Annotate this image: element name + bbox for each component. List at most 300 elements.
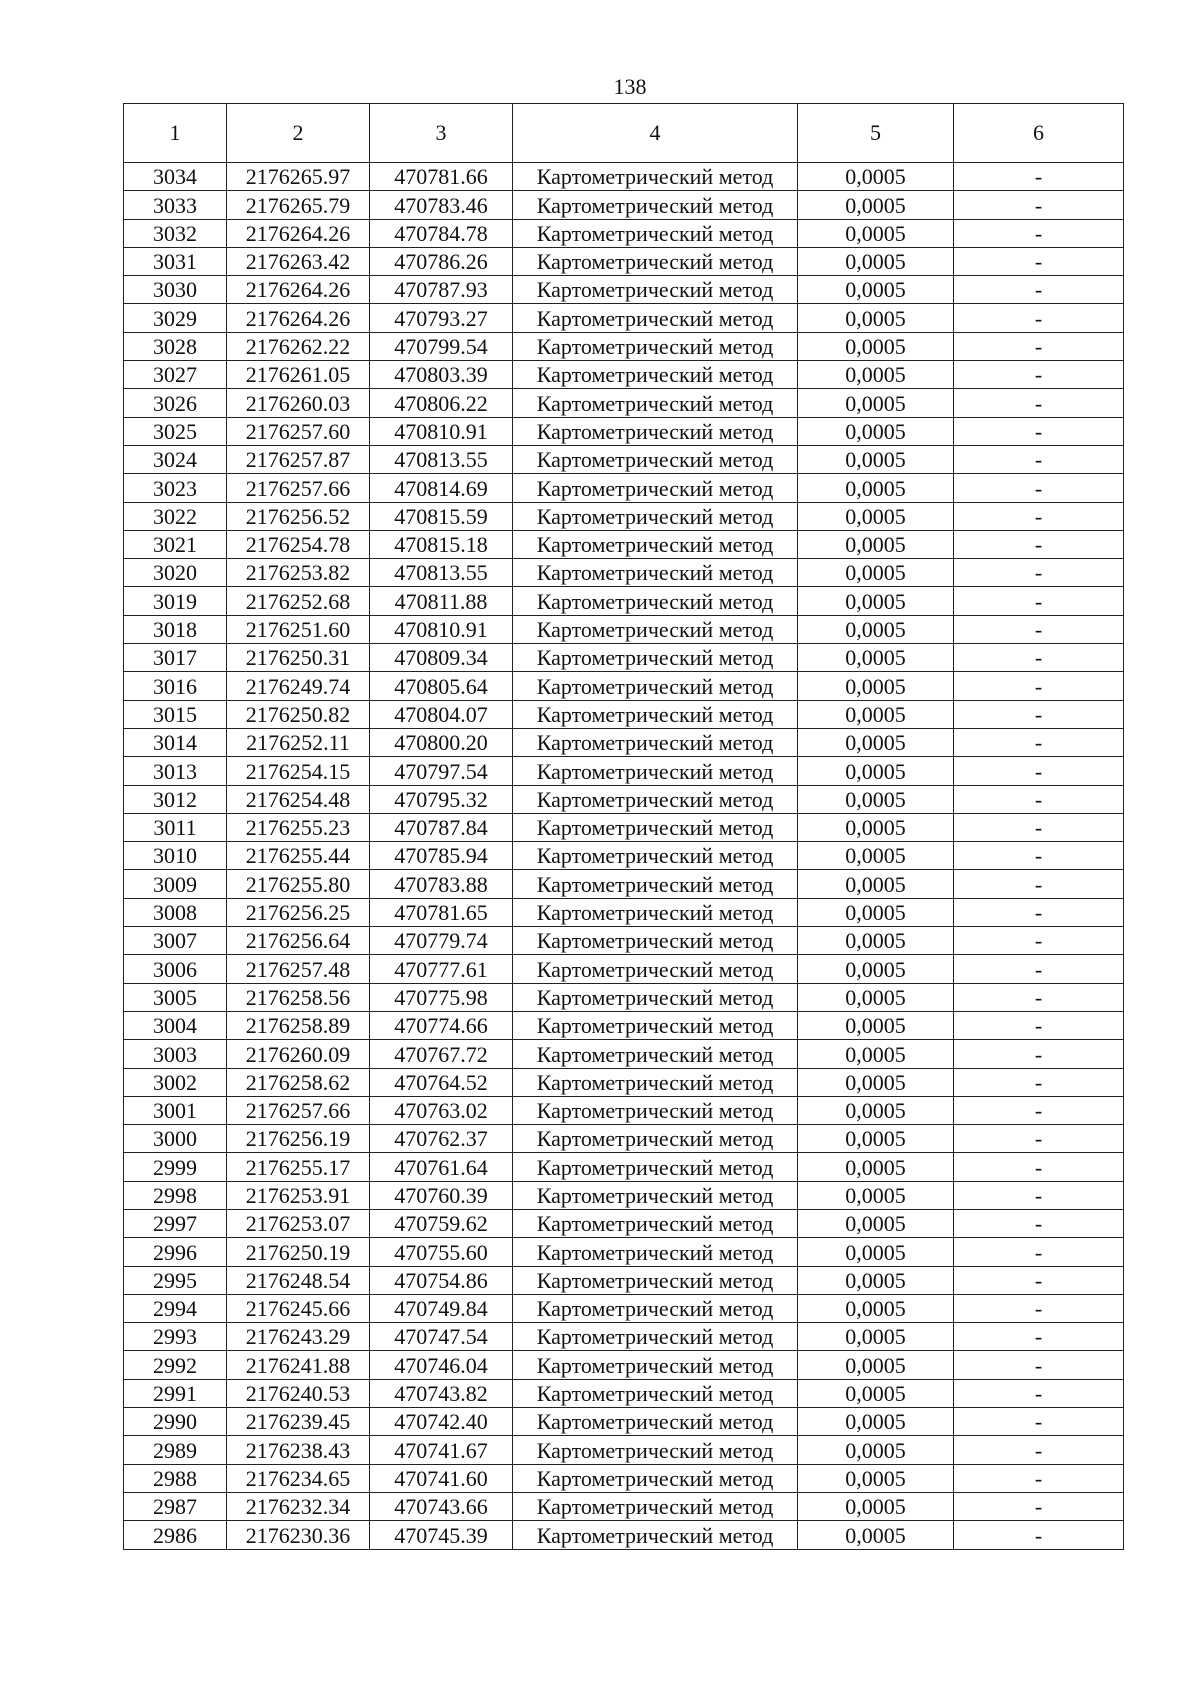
- table-row: [124, 361, 1124, 389]
- table-row: [124, 672, 1124, 700]
- table-row: [124, 785, 1124, 813]
- x-coordinate-cell: 2176258.89: [227, 1011, 370, 1039]
- note-cell: -: [954, 361, 1124, 389]
- table-row: [124, 1266, 1124, 1294]
- note-cell: -: [954, 304, 1124, 332]
- y-coordinate-cell: 470783.46: [370, 191, 513, 219]
- note-cell: -: [954, 1436, 1124, 1464]
- accuracy-cell: 0,0005: [798, 502, 954, 530]
- method-cell: Картометрический метод: [513, 1238, 798, 1266]
- accuracy-cell: 0,0005: [798, 1238, 954, 1266]
- accuracy-cell: 0,0005: [798, 1408, 954, 1436]
- table-row: [124, 389, 1124, 417]
- table-row: [124, 1096, 1124, 1124]
- point-number-cell: 3020: [124, 559, 227, 587]
- x-coordinate-cell: 2176264.26: [227, 276, 370, 304]
- x-coordinate-cell: 2176257.60: [227, 417, 370, 445]
- y-coordinate-cell: 470803.39: [370, 361, 513, 389]
- table-row: [124, 417, 1124, 445]
- accuracy-cell: 0,0005: [798, 1464, 954, 1492]
- table-row: [124, 1181, 1124, 1209]
- y-coordinate-cell: 470813.55: [370, 559, 513, 587]
- method-cell: Картометрический метод: [513, 559, 798, 587]
- point-number-cell: 2990: [124, 1408, 227, 1436]
- y-coordinate-cell: 470814.69: [370, 474, 513, 502]
- method-cell: Картометрический метод: [513, 672, 798, 700]
- table-row: [124, 1379, 1124, 1407]
- method-cell: Картометрический метод: [513, 1294, 798, 1322]
- table-row: [124, 530, 1124, 558]
- table-row: [124, 1125, 1124, 1153]
- y-coordinate-cell: 470815.18: [370, 530, 513, 558]
- table-row: [124, 304, 1124, 332]
- method-cell: Картометрический метод: [513, 1492, 798, 1520]
- point-number-cell: 3019: [124, 587, 227, 615]
- x-coordinate-cell: 2176232.34: [227, 1492, 370, 1520]
- accuracy-cell: 0,0005: [798, 1351, 954, 1379]
- y-coordinate-cell: 470764.52: [370, 1068, 513, 1096]
- y-coordinate-cell: 470745.39: [370, 1521, 513, 1549]
- accuracy-cell: 0,0005: [798, 445, 954, 473]
- y-coordinate-cell: 470781.66: [370, 163, 513, 191]
- x-coordinate-cell: 2176250.31: [227, 644, 370, 672]
- accuracy-cell: 0,0005: [798, 219, 954, 247]
- accuracy-cell: 0,0005: [798, 644, 954, 672]
- x-coordinate-cell: 2176261.05: [227, 361, 370, 389]
- note-cell: -: [954, 1521, 1124, 1549]
- x-coordinate-cell: 2176265.97: [227, 163, 370, 191]
- method-cell: Картометрический метод: [513, 927, 798, 955]
- note-cell: -: [954, 1181, 1124, 1209]
- method-cell: Картометрический метод: [513, 304, 798, 332]
- table-row: [124, 728, 1124, 756]
- accuracy-cell: 0,0005: [798, 983, 954, 1011]
- x-coordinate-cell: 2176253.91: [227, 1181, 370, 1209]
- method-cell: Картометрический метод: [513, 1209, 798, 1237]
- column-header-4: 4: [513, 104, 798, 163]
- point-number-cell: 3026: [124, 389, 227, 417]
- accuracy-cell: 0,0005: [798, 672, 954, 700]
- point-number-cell: 3032: [124, 219, 227, 247]
- method-cell: Картометрический метод: [513, 530, 798, 558]
- x-coordinate-cell: 2176256.25: [227, 898, 370, 926]
- table-row: [124, 445, 1124, 473]
- x-coordinate-cell: 2176254.15: [227, 757, 370, 785]
- method-cell: Картометрический метод: [513, 1040, 798, 1068]
- y-coordinate-cell: 470793.27: [370, 304, 513, 332]
- point-number-cell: 2999: [124, 1153, 227, 1181]
- accuracy-cell: 0,0005: [798, 1011, 954, 1039]
- method-cell: Картометрический метод: [513, 445, 798, 473]
- table-row: [124, 559, 1124, 587]
- method-cell: Картометрический метод: [513, 955, 798, 983]
- point-number-cell: 2991: [124, 1379, 227, 1407]
- x-coordinate-cell: 2176257.66: [227, 1096, 370, 1124]
- point-number-cell: 3031: [124, 247, 227, 275]
- y-coordinate-cell: 470743.82: [370, 1379, 513, 1407]
- accuracy-cell: 0,0005: [798, 1521, 954, 1549]
- accuracy-cell: 0,0005: [798, 785, 954, 813]
- x-coordinate-cell: 2176256.52: [227, 502, 370, 530]
- table-row: [124, 757, 1124, 785]
- accuracy-cell: 0,0005: [798, 247, 954, 275]
- y-coordinate-cell: 470795.32: [370, 785, 513, 813]
- y-coordinate-cell: 470806.22: [370, 389, 513, 417]
- x-coordinate-cell: 2176256.19: [227, 1125, 370, 1153]
- y-coordinate-cell: 470741.67: [370, 1436, 513, 1464]
- y-coordinate-cell: 470787.84: [370, 813, 513, 841]
- note-cell: -: [954, 502, 1124, 530]
- note-cell: -: [954, 474, 1124, 502]
- method-cell: Картометрический метод: [513, 332, 798, 360]
- column-header-1: 1: [124, 104, 227, 163]
- x-coordinate-cell: 2176255.23: [227, 813, 370, 841]
- point-number-cell: 2986: [124, 1521, 227, 1549]
- x-coordinate-cell: 2176250.82: [227, 700, 370, 728]
- table-row: [124, 219, 1124, 247]
- accuracy-cell: 0,0005: [798, 361, 954, 389]
- method-cell: Картометрический метод: [513, 587, 798, 615]
- table-row: [124, 1209, 1124, 1237]
- accuracy-cell: 0,0005: [798, 1181, 954, 1209]
- x-coordinate-cell: 2176263.42: [227, 247, 370, 275]
- x-coordinate-cell: 2176262.22: [227, 332, 370, 360]
- accuracy-cell: 0,0005: [798, 332, 954, 360]
- column-header-5: 5: [798, 104, 954, 163]
- point-number-cell: 3028: [124, 332, 227, 360]
- note-cell: -: [954, 1011, 1124, 1039]
- point-number-cell: 2997: [124, 1209, 227, 1237]
- note-cell: -: [954, 983, 1124, 1011]
- page-number: 138: [613, 74, 647, 99]
- point-number-cell: 3009: [124, 870, 227, 898]
- note-cell: -: [954, 445, 1124, 473]
- method-cell: Картометрический метод: [513, 644, 798, 672]
- note-cell: -: [954, 389, 1124, 417]
- note-cell: -: [954, 898, 1124, 926]
- table-row: [124, 615, 1124, 643]
- accuracy-cell: 0,0005: [798, 1153, 954, 1181]
- point-number-cell: 3030: [124, 276, 227, 304]
- point-number-cell: 2992: [124, 1351, 227, 1379]
- method-cell: Картометрический метод: [513, 1068, 798, 1096]
- method-cell: Картометрический метод: [513, 502, 798, 530]
- note-cell: -: [954, 785, 1124, 813]
- column-header-3: 3: [370, 104, 513, 163]
- accuracy-cell: 0,0005: [798, 1379, 954, 1407]
- method-cell: Картометрический метод: [513, 1379, 798, 1407]
- y-coordinate-cell: 470762.37: [370, 1125, 513, 1153]
- x-coordinate-cell: 2176257.48: [227, 955, 370, 983]
- note-cell: -: [954, 559, 1124, 587]
- y-coordinate-cell: 470754.86: [370, 1266, 513, 1294]
- note-cell: -: [954, 813, 1124, 841]
- table-row: [124, 1294, 1124, 1322]
- accuracy-cell: 0,0005: [798, 870, 954, 898]
- method-cell: Картометрический метод: [513, 1181, 798, 1209]
- y-coordinate-cell: 470797.54: [370, 757, 513, 785]
- coordinates-table: [123, 103, 1124, 1550]
- note-cell: -: [954, 163, 1124, 191]
- note-cell: -: [954, 191, 1124, 219]
- point-number-cell: 3025: [124, 417, 227, 445]
- note-cell: -: [954, 1096, 1124, 1124]
- x-coordinate-cell: 2176265.79: [227, 191, 370, 219]
- y-coordinate-cell: 470809.34: [370, 644, 513, 672]
- column-header-6: 6: [954, 104, 1124, 163]
- table-row: [124, 276, 1124, 304]
- y-coordinate-cell: 470785.94: [370, 842, 513, 870]
- accuracy-cell: 0,0005: [798, 304, 954, 332]
- note-cell: -: [954, 1238, 1124, 1266]
- point-number-cell: 3018: [124, 615, 227, 643]
- x-coordinate-cell: 2176250.19: [227, 1238, 370, 1266]
- note-cell: -: [954, 870, 1124, 898]
- x-coordinate-cell: 2176241.88: [227, 1351, 370, 1379]
- x-coordinate-cell: 2176239.45: [227, 1408, 370, 1436]
- x-coordinate-cell: 2176243.29: [227, 1323, 370, 1351]
- accuracy-cell: 0,0005: [798, 955, 954, 983]
- point-number-cell: 3015: [124, 700, 227, 728]
- x-coordinate-cell: 2176252.68: [227, 587, 370, 615]
- method-cell: Картометрический метод: [513, 1521, 798, 1549]
- accuracy-cell: 0,0005: [798, 1294, 954, 1322]
- method-cell: Картометрический метод: [513, 219, 798, 247]
- method-cell: Картометрический метод: [513, 700, 798, 728]
- x-coordinate-cell: 2176255.44: [227, 842, 370, 870]
- note-cell: -: [954, 1323, 1124, 1351]
- accuracy-cell: 0,0005: [798, 1040, 954, 1068]
- method-cell: Картометрический метод: [513, 417, 798, 445]
- method-cell: Картометрический метод: [513, 898, 798, 926]
- y-coordinate-cell: 470787.93: [370, 276, 513, 304]
- point-number-cell: 2993: [124, 1323, 227, 1351]
- accuracy-cell: 0,0005: [798, 757, 954, 785]
- column-header-2: 2: [227, 104, 370, 163]
- note-cell: -: [954, 1209, 1124, 1237]
- table-row: [124, 1323, 1124, 1351]
- table-row: [124, 332, 1124, 360]
- method-cell: Картометрический метод: [513, 389, 798, 417]
- accuracy-cell: 0,0005: [798, 1209, 954, 1237]
- method-cell: Картометрический метод: [513, 1153, 798, 1181]
- method-cell: Картометрический метод: [513, 474, 798, 502]
- x-coordinate-cell: 2176234.65: [227, 1464, 370, 1492]
- note-cell: -: [954, 1351, 1124, 1379]
- table-row: [124, 502, 1124, 530]
- method-cell: Картометрический метод: [513, 1351, 798, 1379]
- method-cell: Картометрический метод: [513, 361, 798, 389]
- note-cell: -: [954, 332, 1124, 360]
- point-number-cell: 3011: [124, 813, 227, 841]
- y-coordinate-cell: 470786.26: [370, 247, 513, 275]
- x-coordinate-cell: 2176252.11: [227, 728, 370, 756]
- method-cell: Картометрический метод: [513, 1464, 798, 1492]
- point-number-cell: 2996: [124, 1238, 227, 1266]
- method-cell: Картометрический метод: [513, 728, 798, 756]
- table-row: [124, 898, 1124, 926]
- method-cell: Картометрический метод: [513, 276, 798, 304]
- table-row: [124, 1492, 1124, 1520]
- y-coordinate-cell: 470810.91: [370, 615, 513, 643]
- method-cell: Картометрический метод: [513, 163, 798, 191]
- x-coordinate-cell: 2176249.74: [227, 672, 370, 700]
- point-number-cell: 3010: [124, 842, 227, 870]
- point-number-cell: 2987: [124, 1492, 227, 1520]
- y-coordinate-cell: 470815.59: [370, 502, 513, 530]
- accuracy-cell: 0,0005: [798, 1068, 954, 1096]
- note-cell: -: [954, 1408, 1124, 1436]
- y-coordinate-cell: 470774.66: [370, 1011, 513, 1039]
- x-coordinate-cell: 2176257.87: [227, 445, 370, 473]
- point-number-cell: 3005: [124, 983, 227, 1011]
- note-cell: -: [954, 530, 1124, 558]
- table-row: [124, 1436, 1124, 1464]
- y-coordinate-cell: 470779.74: [370, 927, 513, 955]
- y-coordinate-cell: 470760.39: [370, 1181, 513, 1209]
- note-cell: -: [954, 842, 1124, 870]
- x-coordinate-cell: 2176264.26: [227, 219, 370, 247]
- accuracy-cell: 0,0005: [798, 191, 954, 219]
- y-coordinate-cell: 470810.91: [370, 417, 513, 445]
- y-coordinate-cell: 470777.61: [370, 955, 513, 983]
- note-cell: -: [954, 1492, 1124, 1520]
- note-cell: -: [954, 417, 1124, 445]
- note-cell: -: [954, 955, 1124, 983]
- y-coordinate-cell: 470805.64: [370, 672, 513, 700]
- note-cell: -: [954, 587, 1124, 615]
- point-number-cell: 3013: [124, 757, 227, 785]
- accuracy-cell: 0,0005: [798, 927, 954, 955]
- table-row: [124, 870, 1124, 898]
- note-cell: -: [954, 644, 1124, 672]
- method-cell: Картометрический метод: [513, 842, 798, 870]
- accuracy-cell: 0,0005: [798, 587, 954, 615]
- x-coordinate-cell: 2176258.56: [227, 983, 370, 1011]
- method-cell: Картометрический метод: [513, 247, 798, 275]
- x-coordinate-cell: 2176258.62: [227, 1068, 370, 1096]
- point-number-cell: 3023: [124, 474, 227, 502]
- x-coordinate-cell: 2176255.80: [227, 870, 370, 898]
- y-coordinate-cell: 470800.20: [370, 728, 513, 756]
- point-number-cell: 3029: [124, 304, 227, 332]
- accuracy-cell: 0,0005: [798, 700, 954, 728]
- point-number-cell: 3017: [124, 644, 227, 672]
- table-row: [124, 1464, 1124, 1492]
- x-coordinate-cell: 2176257.66: [227, 474, 370, 502]
- method-cell: Картометрический метод: [513, 1436, 798, 1464]
- point-number-cell: 3033: [124, 191, 227, 219]
- accuracy-cell: 0,0005: [798, 813, 954, 841]
- x-coordinate-cell: 2176253.82: [227, 559, 370, 587]
- y-coordinate-cell: 470747.54: [370, 1323, 513, 1351]
- accuracy-cell: 0,0005: [798, 389, 954, 417]
- x-coordinate-cell: 2176254.48: [227, 785, 370, 813]
- y-coordinate-cell: 470767.72: [370, 1040, 513, 1068]
- method-cell: Картометрический метод: [513, 1323, 798, 1351]
- method-cell: Картометрический метод: [513, 1408, 798, 1436]
- table-row: [124, 1040, 1124, 1068]
- method-cell: Картометрический метод: [513, 757, 798, 785]
- note-cell: -: [954, 1294, 1124, 1322]
- table-row: [124, 1068, 1124, 1096]
- accuracy-cell: 0,0005: [798, 1096, 954, 1124]
- point-number-cell: 3021: [124, 530, 227, 558]
- note-cell: -: [954, 615, 1124, 643]
- point-number-cell: 3016: [124, 672, 227, 700]
- table-body: [124, 163, 1124, 1550]
- table-row: [124, 474, 1124, 502]
- point-number-cell: 3007: [124, 927, 227, 955]
- method-cell: Картометрический метод: [513, 785, 798, 813]
- point-number-cell: 3012: [124, 785, 227, 813]
- point-number-cell: 3003: [124, 1040, 227, 1068]
- table-row: [124, 1153, 1124, 1181]
- table-row: [124, 1351, 1124, 1379]
- point-number-cell: 3001: [124, 1096, 227, 1124]
- x-coordinate-cell: 2176260.03: [227, 389, 370, 417]
- note-cell: -: [954, 1040, 1124, 1068]
- x-coordinate-cell: 2176248.54: [227, 1266, 370, 1294]
- table-row: [124, 927, 1124, 955]
- note-cell: -: [954, 1266, 1124, 1294]
- y-coordinate-cell: 470804.07: [370, 700, 513, 728]
- note-cell: -: [954, 1379, 1124, 1407]
- y-coordinate-cell: 470741.60: [370, 1464, 513, 1492]
- note-cell: -: [954, 728, 1124, 756]
- x-coordinate-cell: 2176230.36: [227, 1521, 370, 1549]
- y-coordinate-cell: 470746.04: [370, 1351, 513, 1379]
- method-cell: Картометрический метод: [513, 1125, 798, 1153]
- point-number-cell: 2994: [124, 1294, 227, 1322]
- table-row: [124, 191, 1124, 219]
- accuracy-cell: 0,0005: [798, 417, 954, 445]
- x-coordinate-cell: 2176254.78: [227, 530, 370, 558]
- point-number-cell: 3034: [124, 163, 227, 191]
- table-row: [124, 955, 1124, 983]
- note-cell: -: [954, 757, 1124, 785]
- y-coordinate-cell: 470781.65: [370, 898, 513, 926]
- table-row: [124, 1011, 1124, 1039]
- point-number-cell: 3002: [124, 1068, 227, 1096]
- method-cell: Картометрический метод: [513, 1011, 798, 1039]
- note-cell: -: [954, 1068, 1124, 1096]
- y-coordinate-cell: 470813.55: [370, 445, 513, 473]
- accuracy-cell: 0,0005: [798, 1266, 954, 1294]
- table-row: [124, 644, 1124, 672]
- method-cell: Картометрический метод: [513, 1096, 798, 1124]
- note-cell: -: [954, 1464, 1124, 1492]
- x-coordinate-cell: 2176255.17: [227, 1153, 370, 1181]
- table-row: [124, 700, 1124, 728]
- point-number-cell: 3024: [124, 445, 227, 473]
- table-header-row: [124, 104, 1124, 163]
- point-number-cell: 2989: [124, 1436, 227, 1464]
- note-cell: -: [954, 247, 1124, 275]
- point-number-cell: 3000: [124, 1125, 227, 1153]
- note-cell: -: [954, 700, 1124, 728]
- table-row: [124, 842, 1124, 870]
- table-row: [124, 247, 1124, 275]
- point-number-cell: 2988: [124, 1464, 227, 1492]
- point-number-cell: 3014: [124, 728, 227, 756]
- method-cell: Картометрический метод: [513, 870, 798, 898]
- table-row: [124, 813, 1124, 841]
- accuracy-cell: 0,0005: [798, 1492, 954, 1520]
- x-coordinate-cell: 2176238.43: [227, 1436, 370, 1464]
- accuracy-cell: 0,0005: [798, 842, 954, 870]
- point-number-cell: 3008: [124, 898, 227, 926]
